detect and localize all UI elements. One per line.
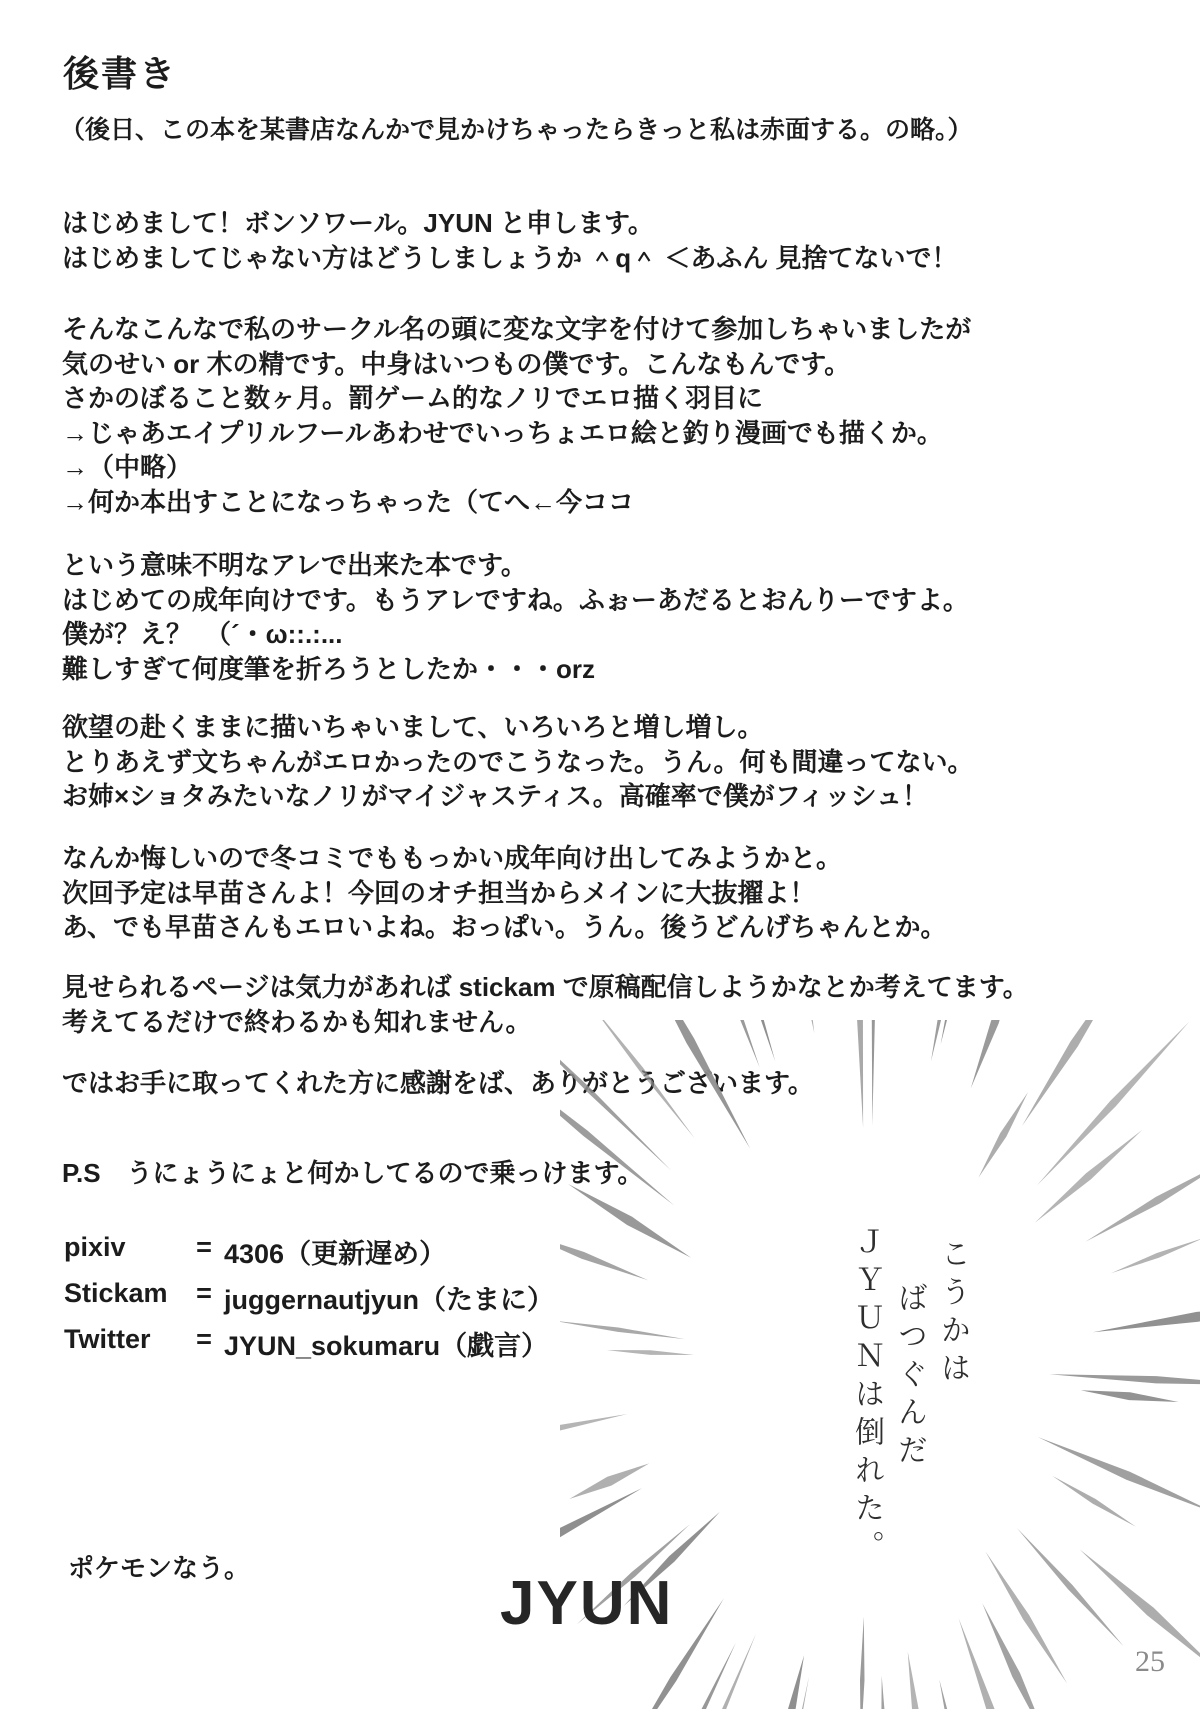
paragraph-desire — [62, 710, 974, 814]
speed-line — [941, 1020, 975, 1045]
speed-line — [931, 1020, 963, 1061]
speed-line — [654, 1643, 736, 1709]
speed-line — [1035, 1130, 1142, 1223]
speed-line — [791, 1020, 814, 1033]
text-line: →じゃあエイプリルフールあわせでいっちょエロ絵と釣り漫画でも描くか。 — [62, 417, 943, 448]
contact-label: Stickam — [64, 1278, 168, 1308]
text-line: 難しすぎて何度筆を折ろうとしたか・・・orz — [62, 653, 596, 684]
caption-column: ＪＹＵＮは倒れた。 — [850, 1226, 883, 1568]
pokemon-battle-caption — [838, 1226, 967, 1696]
text-line: →何か本出すことになっちゃった（てへ←今ココ — [62, 486, 635, 517]
contact-label: pixiv — [64, 1232, 126, 1262]
speed-line — [718, 1020, 775, 1061]
speed-line — [588, 1020, 695, 1138]
contact-row-stickam — [64, 1278, 554, 1317]
speed-line — [569, 1463, 649, 1499]
speed-line — [560, 1320, 685, 1339]
paragraph-next-plans — [62, 841, 947, 945]
contact-value: juggernautjyun（たまに） — [224, 1285, 554, 1315]
text-line: あ、でも早苗さんもエロいよね。おっぱい。うん。後うどんげちゃんとか。 — [62, 912, 947, 943]
text-line: そんなこんなで私のサークル名の頭に変な文字を付けて参加しちゃいましたが — [62, 314, 972, 344]
text-line: ではお手に取ってくれた方に感謝をば、ありがとうございます。 — [62, 1068, 814, 1098]
contact-list — [64, 1232, 554, 1370]
speed-line — [971, 1020, 1019, 1088]
equals-sign: = — [196, 1278, 212, 1308]
pokemon-note: ポケモンなう。 — [68, 1553, 251, 1583]
speed-line — [1085, 1159, 1200, 1242]
text-line: 気のせい or 木の精です。中身はいつもの僕です。こんなもんです。 — [62, 348, 851, 379]
text-line: 欲望の赴くままに描いちゃいまして、いろいろと増し増し。 — [62, 712, 764, 742]
text-line: はじめましてじゃない方はどうしましょうか ＾q＾ ＜あふん 見捨てないで！ — [62, 242, 958, 273]
paragraph-intro — [62, 206, 958, 275]
equals-sign: = — [196, 1324, 212, 1354]
speed-line — [982, 1603, 1050, 1709]
speed-line — [1111, 1238, 1200, 1274]
contact-value: 4306（更新遅め） — [224, 1239, 447, 1269]
speed-line — [568, 1184, 691, 1258]
speed-line — [872, 1020, 876, 1125]
paragraph-book-origin — [62, 548, 969, 686]
text-line: 考えてるだけで終わるかも知れません。 — [62, 1006, 532, 1037]
contact-label: Twitter — [64, 1324, 151, 1354]
speed-line — [979, 1092, 1029, 1178]
text-line: 次回予定は早苗さんよ！今回のオチ担当からメインに大抜擢よ！ — [62, 877, 816, 908]
speed-line — [678, 1634, 756, 1709]
paragraph-postscript — [62, 1156, 643, 1191]
speed-line — [775, 1655, 804, 1709]
equals-sign: = — [196, 1232, 212, 1262]
speed-line — [1081, 1390, 1179, 1402]
author-signature: JYUN — [500, 1569, 674, 1638]
speed-line — [855, 1020, 863, 1128]
text-line: なんか悔しいので冬コミでももっかい成年向け出してみようかと。 — [62, 843, 843, 873]
contact-value: JYUN_sokumaru（戯言） — [224, 1331, 549, 1361]
text-line: とりあえず文ちゃんがエロかったのでこうなった。うん。何も間違ってない。 — [62, 746, 974, 777]
text-line: さかのぼること数ヶ月。罰ゲーム的なノリでエロ描く羽目に — [62, 383, 763, 414]
speed-line — [560, 1414, 627, 1455]
speed-line — [607, 1350, 694, 1355]
text-line: →（中略） — [62, 452, 193, 483]
page-title: 後書き — [63, 53, 178, 94]
speed-line — [630, 1020, 750, 1149]
speed-line — [560, 1020, 671, 1170]
text-line: という意味不明なアレで出来た本です。 — [62, 550, 527, 580]
contact-row-twitter — [64, 1324, 554, 1363]
caption-column: こうかは — [936, 1238, 969, 1390]
caption-column: ばつぐんだ — [893, 1282, 926, 1472]
text-line: P.S うにょうにょと何かしてるので乗っけます。 — [62, 1158, 644, 1188]
text-line: 見せられるページは気力があれば stickam で原稿配信しようかなとか考えてます。 — [62, 972, 1029, 1002]
text-line: お姉×ショタみたいなノリがマイジャスティス。高確率で僕がフィッシュ！ — [62, 781, 929, 812]
speed-line — [560, 1061, 674, 1205]
speed-line — [560, 1230, 648, 1280]
speed-line — [1038, 1437, 1200, 1514]
paragraph-circle-story — [62, 312, 971, 520]
speed-line — [1037, 1022, 1190, 1186]
speed-line — [1049, 1374, 1200, 1385]
speed-line — [1052, 1476, 1136, 1527]
page-number: 25 — [1135, 1645, 1165, 1678]
text-line: 僕が？え？ （´・ω::.:... — [62, 619, 343, 650]
speed-line — [659, 1020, 760, 1068]
contact-row-pixiv — [64, 1232, 554, 1271]
text-line: はじめまして！ボンソワール。JYUN と申します。 — [62, 208, 654, 238]
page-subtitle: （後日、この本を某書店なんかで見かけちゃったらきっと私は赤面する。の略。） — [60, 116, 973, 144]
text-line: はじめての成年向けです。もうアレですね。ふぉーあだるとおんりーですよ。 — [62, 584, 969, 615]
speed-line — [1093, 1301, 1200, 1332]
speed-line — [756, 1677, 809, 1709]
